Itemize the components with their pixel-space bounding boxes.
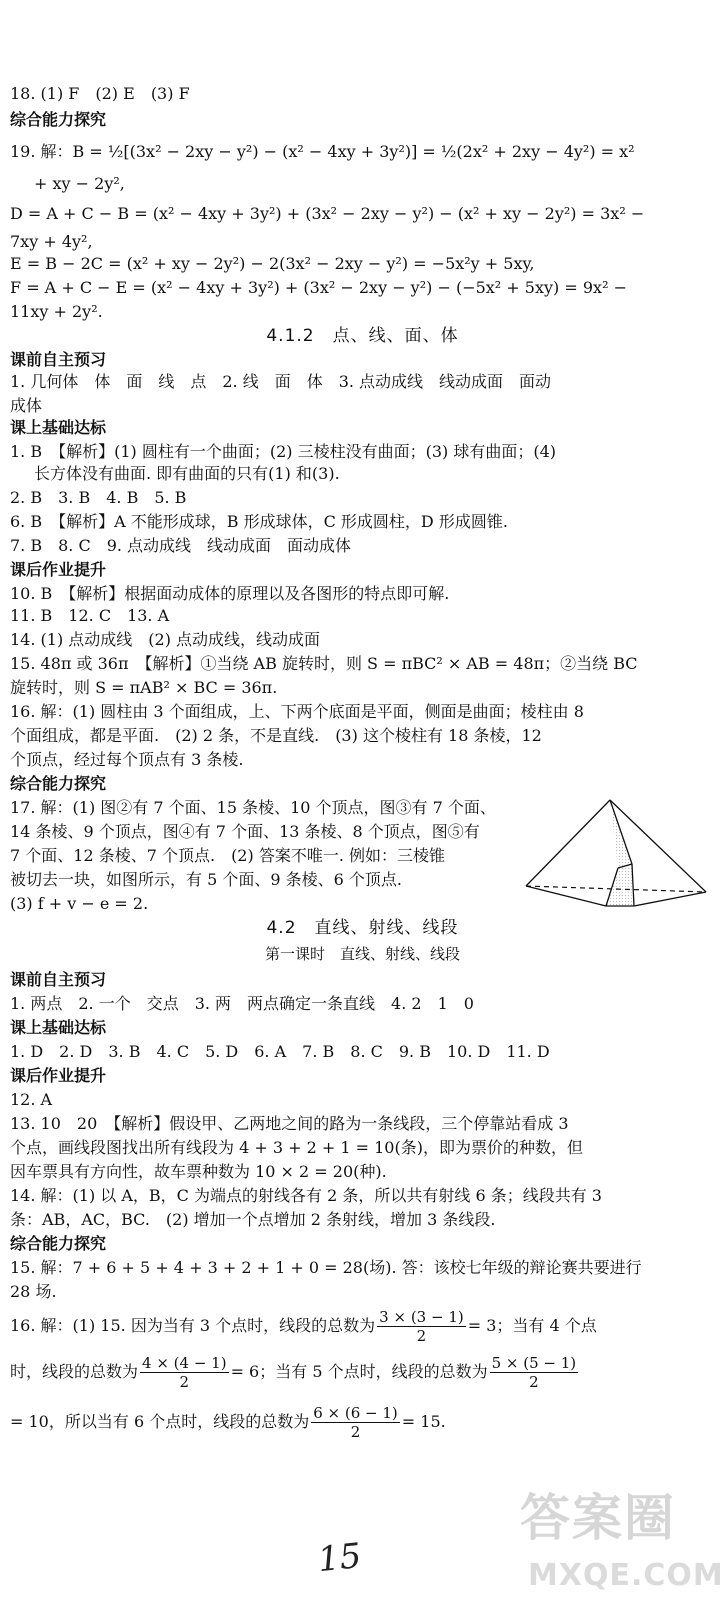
answer-line: 14. 解：(1) 以 A，B，C 为端点的射线各有 2 条，所以共有射线 6 条；线段共有 3 [10,1186,602,1205]
fraction-numerator: 4 × (4 − 1) [142,1354,227,1372]
text-segment: = 6；当有 5 个点时，线段的总数为 [230,1362,488,1381]
answer-line: E = B − 2C = (x² + xy − 2y²) − 2(3x² − 2xy − y²) = −5x²y + 5xy, [10,254,535,273]
text-segment: 时，线段的总数为 [10,1362,139,1381]
answer-line: 14 条棱、9 个顶点，图④有 7 个面、13 条棱、8 个顶点，图⑤有 [10,822,480,841]
answer-line: 15. 48π 或 36π 【解析】①当绕 AB 旋转时，则 S = πBC² × AB = 48π；②当绕 BC [10,654,638,673]
section-heading: 综合能力探究 [10,110,107,129]
fraction [311,1404,400,1441]
page-number: 15 [316,1535,364,1581]
section-heading: 课上基础达标 [10,418,107,437]
fraction-numerator: 5 × (5 − 1) [491,1354,577,1372]
fraction-denominator: 2 [529,1373,539,1391]
answer-line: D = A + C − B = (x² − 4xy + 3y²) + (3x² − 2xy − y²) − (x² + xy − 2y²) = 3x² − [10,204,645,223]
truncated-pyramid-figure [522,798,710,918]
fraction-numerator: 6 × (6 − 1) [313,1404,398,1422]
answer-line: 19. 解：B = ½[(3x² − 2xy − y²) − (x² − 4xy + 3y²)] = ½(2x² + 2xy − 4y²) = x² [10,142,635,161]
answer-line: 12. A [10,1090,53,1109]
answer-line: 7 个面、12 条棱、7 个顶点. (2) 答案不唯一. 例如：三棱锥 [10,846,445,865]
answer-line: 10. B 【解析】根据面动成体的原理以及各图形的特点即可解. [10,584,450,603]
watermark-logo: 答案圈 [520,1489,676,1547]
fraction-denominator: 2 [416,1327,427,1345]
answer-line: 被切去一块，如图所示，有 5 个面、9 条棱、6 个顶点. [10,870,402,889]
answer-line: 长方体没有曲面. 即有曲面的只有(1) 和(3). [34,464,340,483]
answer-line: (3) f + v − e = 2. [10,894,149,913]
fraction-denominator: 2 [179,1373,190,1391]
answer-line: 1. 几何体 体 面 线 点 2. 线 面 体 3. 点动成线 线动成面 面动 [10,372,552,391]
fraction [140,1354,229,1391]
section-heading: 课后作业提升 [10,1066,107,1085]
answer-line: 2. B 3. B 4. B 5. B [10,488,187,507]
answer-line: 个顶点，经过每个顶点有 3 条棱. [10,750,244,769]
answer-line: 7xy + 4y², [10,232,93,251]
section-heading: 综合能力探究 [10,1234,107,1253]
answer-line: 15. 解：7 + 6 + 5 + 4 + 3 + 2 + 1 + 0 = 28(场). 答：该校七年级的辩论赛共要进行 [10,1258,642,1277]
answer-line: 18. (1) F (2) E (3) F [10,84,190,103]
section-heading: 课后作业提升 [10,560,107,579]
answer-line: F = A + C − E = (x² − 4xy + 3y²) + (3x² − 2xy − y²) − (−5x² + 5xy) = 9x² − [10,278,627,297]
answer-line: 13. 10 20 【解析】假设甲、乙两地之间的路为一条线段，三个停靠站看成 3 [10,1114,569,1133]
chapter-title: 4.2 直线、射线、线段 [266,918,459,938]
section-heading: 综合能力探究 [10,774,107,793]
fraction-numerator: 3 × (3 − 1) [379,1308,464,1326]
answer-line: 16. 解：(1) 圆柱由 3 个面组成，上、下两个底面是平面，侧面是曲面；棱柱由 8 [10,702,584,721]
answer-line: 1. 两点 2. 一个 交点 3. 两 两点确定一条直线 4. 2 1 0 [10,994,474,1013]
answer-line: 11. B 12. C 13. A [10,606,170,625]
answer-line: 个面组成，都是平面. (2) 2 条，不是直线. (3) 这个棱柱有 18 条棱，12 [10,726,542,745]
watermark-url: MXQE.COM [528,1558,724,1593]
answer-line-with-fraction [10,1404,446,1441]
answer-line: 个点，画线段图找出所有线段为 4 + 3 + 2 + 1 = 10(条)，即为票价的种数，但 [10,1138,583,1157]
text-segment: 16. 解：(1) 15. 因为当有 3 个点时，线段的总数为 [10,1316,376,1335]
answer-line: 14. (1) 点动成线 (2) 点动成线，线动成面 [10,630,321,649]
answer-line: 17. 解：(1) 图②有 7 个面、15 条棱、10 个顶点，图③有 7 个面、 [10,798,496,817]
fraction [490,1354,579,1391]
answer-line-with-fraction [10,1308,597,1345]
section-heading: 课前自主预习 [10,970,107,989]
text-segment: = 15. [401,1412,446,1431]
fraction-denominator: 2 [350,1423,361,1441]
answer-line: 7. B 8. C 9. 点动成线 线动成面 面动成体 [10,536,352,555]
text-segment: = 3；当有 4 个点 [467,1316,597,1335]
answer-line: 11xy + 2y². [10,302,103,321]
answer-line: 1. B 【解析】(1) 圆柱有一个曲面；(2) 三棱柱没有曲面；(3) 球有曲面；(4) [10,442,557,461]
lesson-subtitle: 第一课时 直线、射线、线段 [264,945,460,963]
answer-line: 28 场. [10,1282,57,1301]
chapter-title: 4.1.2 点、线、面、体 [266,326,459,346]
answer-line-with-fraction [10,1354,580,1391]
answer-line: 1. D 2. D 3. B 4. C 5. D 6. A 7. B 8. C 9. B 10. D 11. D [10,1042,550,1061]
answer-line: 条：AB，AC，BC. (2) 增加一个点增加 2 条射线，增加 3 条线段. [10,1210,496,1229]
section-heading: 课上基础达标 [10,1018,107,1037]
answer-line: 因车票具有方向性，故车票种数为 10 × 2 = 20(种). [10,1162,387,1181]
answer-line: 6. B 【解析】A 不能形成球，B 形成球体，C 形成圆柱，D 形成圆锥. [10,512,508,531]
answer-line: + xy − 2y², [34,174,125,193]
fraction [377,1308,466,1345]
section-heading: 课前自主预习 [10,350,107,369]
answer-line: 成体 [10,396,43,415]
answer-line: 旋转时，则 S = πAB² × BC = 36π. [10,678,278,697]
text-segment: = 10，所以当有 6 个点时，线段的总数为 [10,1412,310,1431]
